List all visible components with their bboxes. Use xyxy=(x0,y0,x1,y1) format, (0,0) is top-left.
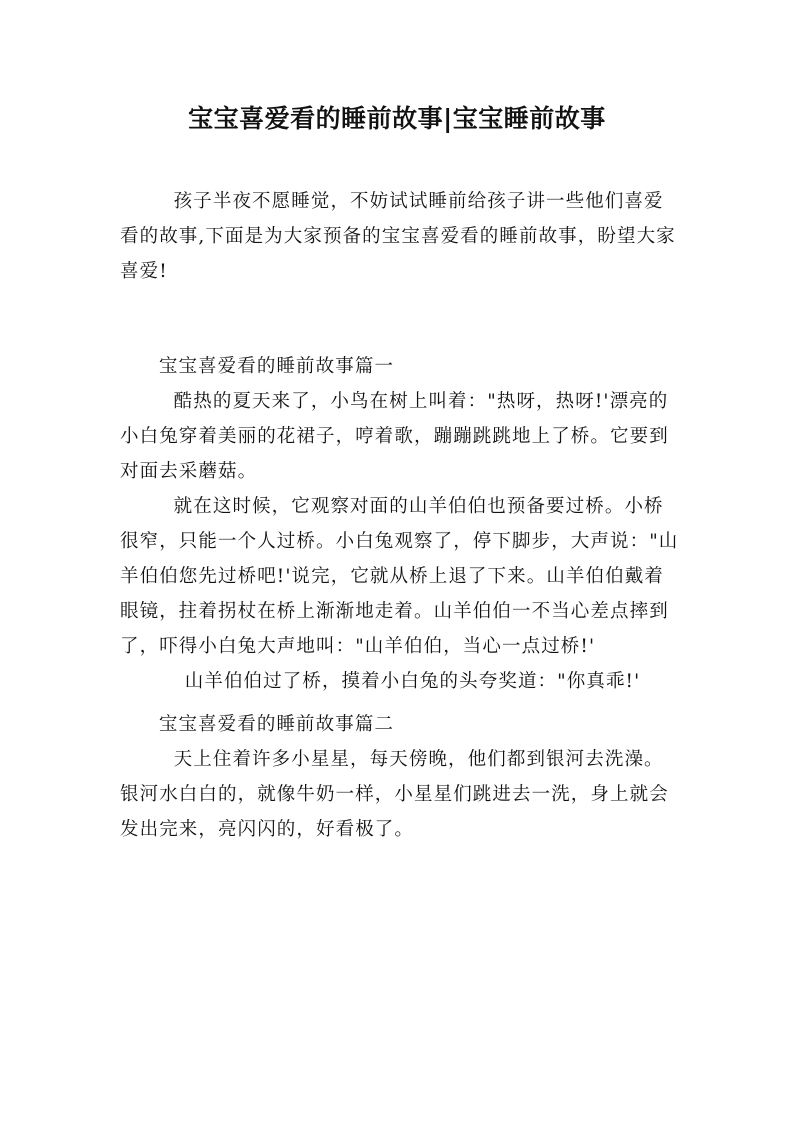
intro-paragraph: 孩子半夜不愿睡觉，不妨试试睡前给孩子讲一些他们喜爱看的故事,下面是为大家预备的宝宝喜爱看的睡前故事，盼望大家喜爱! xyxy=(120,191,676,282)
story-paragraph: 就在这时候，它观察对面的山羊伯伯也预备要过桥。小桥很窄，只能一个人过桥。小白兔观察了，停下脚步，大声说："山羊伯伯您先过桥吧!'说完，它就从桥上退了下来。山羊伯伯戴着眼镜，拄着拐杖在桥上渐渐地走着。山羊伯伯一不当心差点摔到了，吓得小白兔大声地叫："山羊伯伯，当心一点过桥!' xyxy=(120,496,679,657)
document-title: 宝宝喜爱看的睡前故事|宝宝睡前故事 xyxy=(188,104,606,133)
story-paragraph: 酷热的夏天来了，小鸟在树上叫着："热呀，热呀!'漂亮的小白兔穿着美丽的花裙子，哼着歌，蹦蹦跳跳地上了桥。它要到对面去采蘑菇。 xyxy=(120,391,669,482)
story-paragraph: 山羊伯伯过了桥，摸着小白兔的头夸奖道："你真乖!' xyxy=(184,671,641,692)
section-heading-2: 宝宝喜爱看的睡前故事篇二 xyxy=(158,714,395,735)
document-body xyxy=(120,184,680,847)
story-paragraph: 天上住着许多小星星，每天傍晚，他们都到银河去洗澡。银河水白白的，就像牛奶一样，小星星们跳进去一洗，身上就会发出完来，亮闪闪的，好看极了。 xyxy=(120,749,669,840)
section-heading-1: 宝宝喜爱看的睡前故事篇一 xyxy=(158,356,395,377)
spacer xyxy=(120,289,680,341)
